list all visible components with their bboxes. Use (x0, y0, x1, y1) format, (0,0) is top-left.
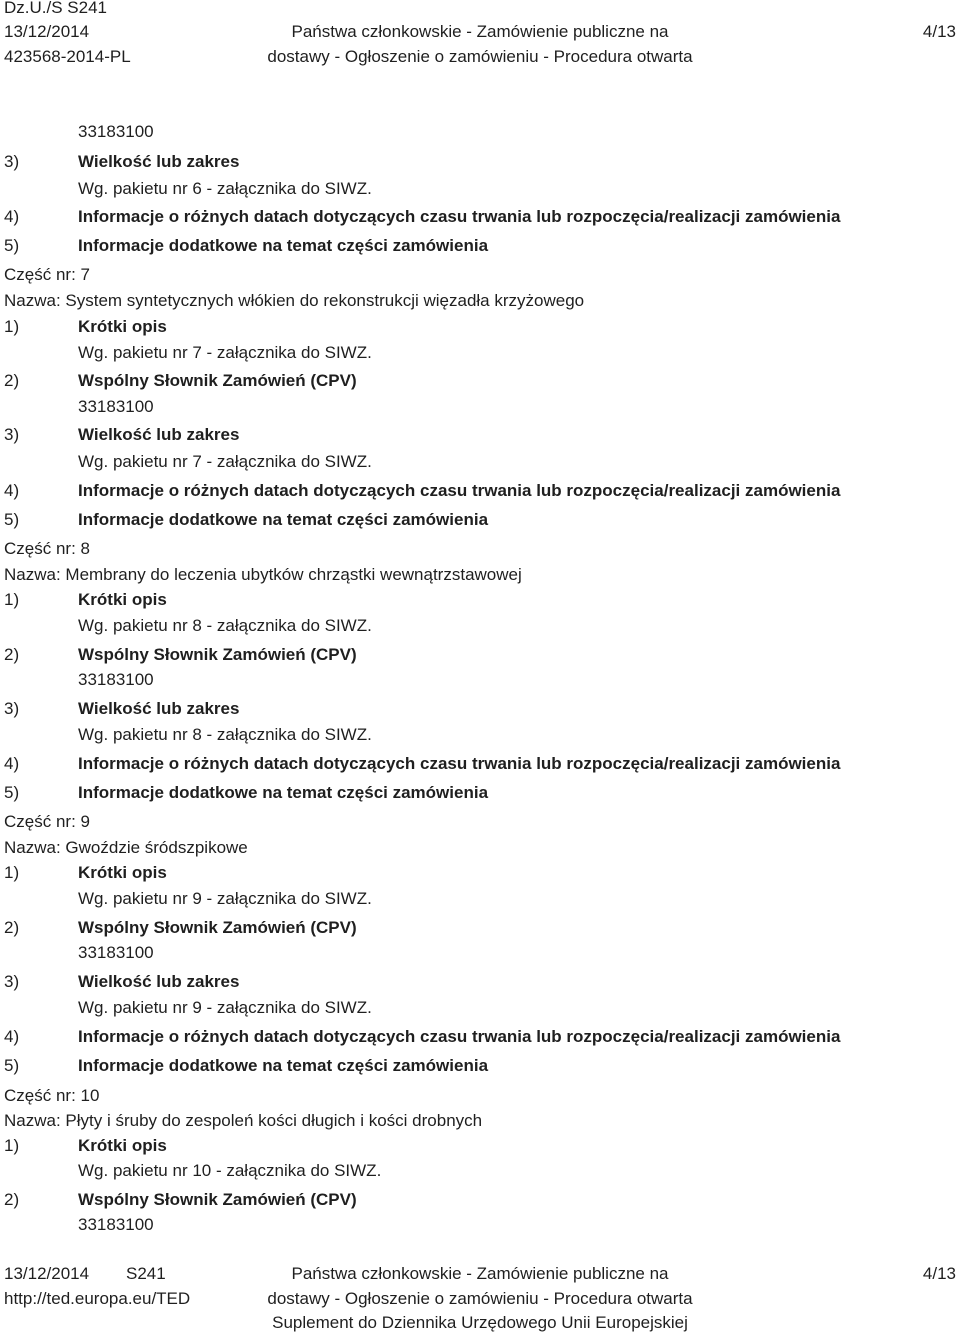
section-heading-additional: Informacje dodatkowe na temat części zamówienia (78, 510, 489, 529)
section-heading-dates: Informacje o różnych datach dotyczących czasu trwania lub rozpoczęcia/realizacji zamówienia (78, 207, 841, 226)
header-journal: Dz.U./S S241 (4, 0, 107, 17)
section-heading-cpv: Wspólny Słownik Zamówień (CPV) (78, 1190, 357, 1209)
section-number: 2) (4, 918, 20, 937)
part-name: Nazwa: Gwoździe śródszpikowe (4, 838, 248, 857)
size-value: Wg. pakietu nr 9 - załącznika do SIWZ. (78, 998, 372, 1017)
footer-title-line1: Państwa członkowskie - Zamówienie publiczne na (291, 1264, 669, 1283)
part-name: Nazwa: Płyty i śruby do zespoleń kości długich i kości drobnych (4, 1111, 483, 1130)
header-date: 13/12/2014 (4, 22, 90, 41)
section-number: 3) (4, 699, 20, 718)
section-number: 1) (4, 317, 20, 336)
section-number: 5) (4, 236, 20, 255)
footer-page-number: 4/13 (922, 1264, 956, 1283)
section-number: 3) (4, 972, 20, 991)
cpv-code: 33183100 (78, 122, 154, 141)
footer-title-line2: dostawy - Ogłoszenie o zamówieniu - Procedura otwarta (267, 1289, 693, 1308)
header-title-line1: Państwa członkowskie - Zamówienie publiczne na (291, 22, 669, 41)
section-number: 1) (4, 590, 20, 609)
section-heading-short-description: Krótki opis (78, 1136, 167, 1155)
section-number: 4) (4, 1027, 20, 1046)
part-number: Część nr: 10 (4, 1086, 100, 1105)
cpv-code: 33183100 (78, 1215, 154, 1234)
header-page-number: 4/13 (922, 22, 956, 41)
section-heading-size: Wielkość lub zakres (78, 699, 240, 718)
short-description-value: Wg. pakietu nr 10 - załącznika do SIWZ. (78, 1161, 382, 1180)
section-number: 2) (4, 371, 20, 390)
section-number: 1) (4, 1136, 20, 1155)
part-name: Nazwa: Membrany do leczenia ubytków chrząstki wewnątrzstawowej (4, 565, 522, 584)
footer-title-line3: Suplement do Dziennika Urzędowego Unii Europejskiej (272, 1313, 688, 1332)
section-heading-size: Wielkość lub zakres (78, 425, 240, 444)
section-heading-cpv: Wspólny Słownik Zamówień (CPV) (78, 645, 357, 664)
section-heading-additional: Informacje dodatkowe na temat części zamówienia (78, 1056, 489, 1075)
section-heading-dates: Informacje o różnych datach dotyczących czasu trwania lub rozpoczęcia/realizacji zamówienia (78, 754, 841, 773)
section-heading-dates: Informacje o różnych datach dotyczących czasu trwania lub rozpoczęcia/realizacji zamówienia (78, 481, 841, 500)
short-description-value: Wg. pakietu nr 8 - załącznika do SIWZ. (78, 616, 372, 635)
header-doc-id: 423568-2014-PL (4, 47, 131, 66)
part-name: Nazwa: System syntetycznych włókien do rekonstrukcji więzadła krzyżowego (4, 291, 585, 310)
part-number: Część nr: 9 (4, 812, 90, 831)
section-heading-additional: Informacje dodatkowe na temat części zamówienia (78, 783, 489, 802)
section-heading-cpv: Wspólny Słownik Zamówień (CPV) (78, 918, 357, 937)
section-number: 5) (4, 510, 20, 529)
size-value: Wg. pakietu nr 8 - załącznika do SIWZ. (78, 725, 372, 744)
part-number: Część nr: 7 (4, 265, 90, 284)
section-number: 4) (4, 481, 20, 500)
section-heading-cpv: Wspólny Słownik Zamówień (CPV) (78, 371, 357, 390)
section-number: 3) (4, 425, 20, 444)
size-value: Wg. pakietu nr 6 - załącznika do SIWZ. (78, 179, 372, 198)
section-heading-size: Wielkość lub zakres (78, 152, 240, 171)
footer-url[interactable]: http://ted.europa.eu/TED (4, 1289, 191, 1308)
section-number: 2) (4, 1190, 20, 1209)
cpv-code: 33183100 (78, 943, 154, 962)
section-heading-size: Wielkość lub zakres (78, 972, 240, 991)
section-heading-dates: Informacje o różnych datach dotyczących czasu trwania lub rozpoczęcia/realizacji zamówienia (78, 1027, 841, 1046)
size-value: Wg. pakietu nr 7 - załącznika do SIWZ. (78, 452, 372, 471)
section-number: 5) (4, 783, 20, 802)
short-description-value: Wg. pakietu nr 9 - załącznika do SIWZ. (78, 889, 372, 908)
cpv-code: 33183100 (78, 670, 154, 689)
section-number: 4) (4, 754, 20, 773)
section-number: 2) (4, 645, 20, 664)
section-number: 5) (4, 1056, 20, 1075)
footer-series: S241 (126, 1264, 166, 1283)
cpv-code: 33183100 (78, 397, 154, 416)
section-number: 4) (4, 207, 20, 226)
header-title-line2: dostawy - Ogłoszenie o zamówieniu - Procedura otwarta (267, 47, 693, 66)
section-number: 1) (4, 863, 20, 882)
section-heading-short-description: Krótki opis (78, 863, 167, 882)
part-number: Część nr: 8 (4, 539, 90, 558)
section-number: 3) (4, 152, 20, 171)
section-heading-short-description: Krótki opis (78, 590, 167, 609)
footer-date: 13/12/2014 (4, 1264, 90, 1283)
section-heading-short-description: Krótki opis (78, 317, 167, 336)
section-heading-additional: Informacje dodatkowe na temat części zamówienia (78, 236, 489, 255)
short-description-value: Wg. pakietu nr 7 - załącznika do SIWZ. (78, 343, 372, 362)
